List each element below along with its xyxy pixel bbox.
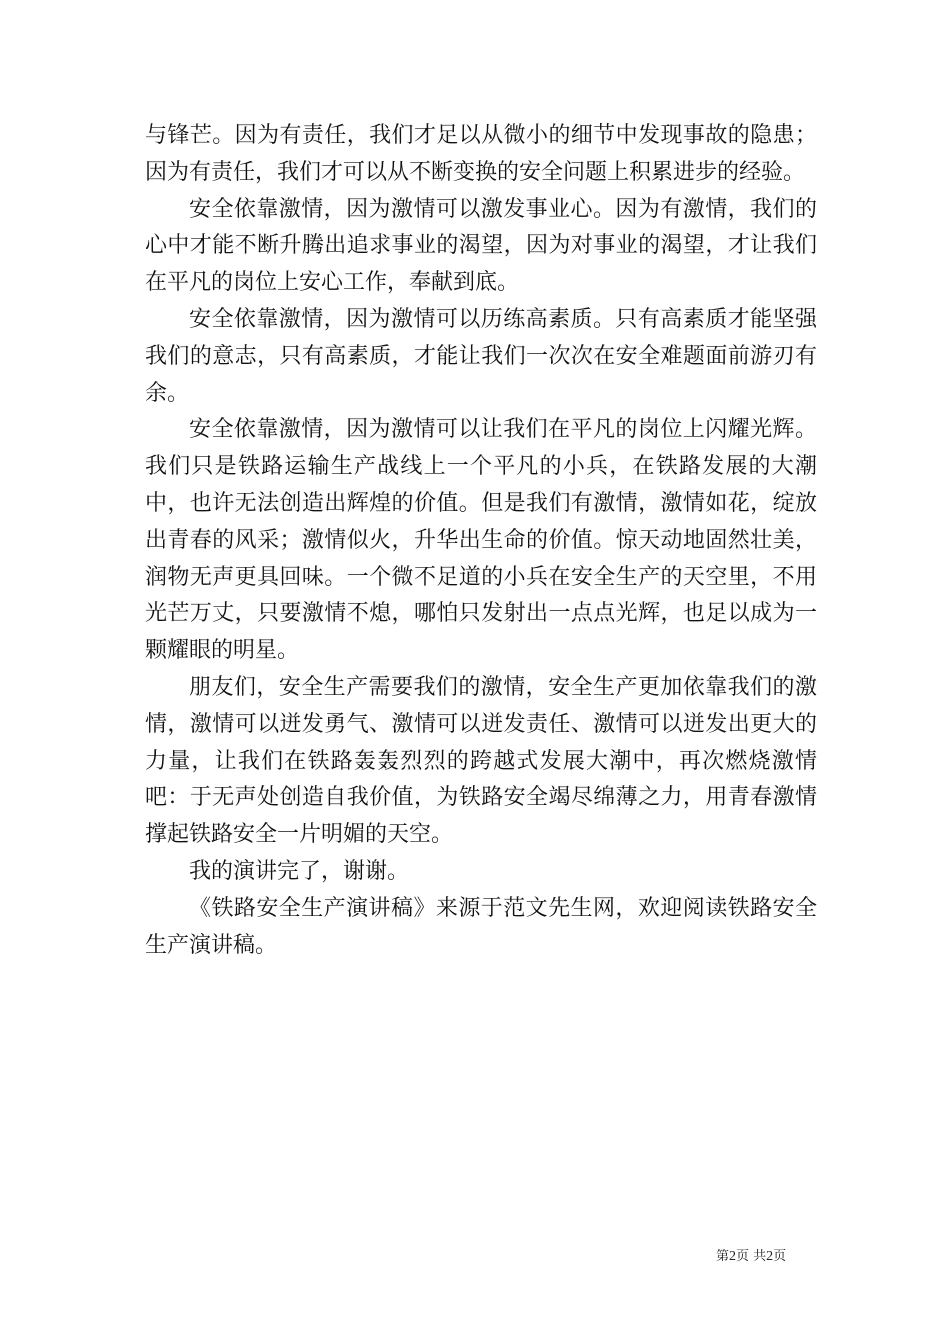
document-body (145, 118, 817, 964)
footer-prefix: 第 (716, 1249, 730, 1264)
footer-suffix: 页 (773, 1249, 787, 1264)
footer-total-pages: 2 (766, 1249, 774, 1264)
paragraph-2: 安全依靠激情，因为激情可以激发事业心。因为有激情，我们的心中才能不断升腾出追求事业的渴望，因为对事业的渴望，才让我们在平凡的岗位上安心工作，奉献到底。 (145, 196, 817, 296)
paragraph-4: 安全依靠激情，因为激情可以让我们在平凡的岗位上闪耀光辉。我们只是铁路运输生产战线上一个平凡的小兵，在铁路发展的大潮中，也许无法创造出辉煌的价值。但是我们有激情，激情如花，绽放出青春的风采；激情似火，升华出生命的价值。惊天动地固然壮美，润物无声更具回味。一个微不足道的小兵在安全生产的天空里，不用光芒万丈，只要激情不熄，哪怕只发射出一点点光辉，也足以成为一颗耀眼的明星。 (145, 417, 817, 664)
paragraph-1: 与锋芒。因为有责任，我们才足以从微小的细节中发现事故的隐患；因为有责任，我们才可以从不断变换的安全问题上积累进步的经验。 (145, 123, 817, 185)
footer-current-page: 2 (729, 1249, 737, 1264)
paragraph-7: 《铁路安全生产演讲稿》来源于范文先生网，欢迎阅读铁路安全生产演讲稿。 (145, 895, 817, 958)
footer-middle: 页 共 (736, 1249, 767, 1264)
paragraph-3: 安全依靠激情，因为激情可以历练高素质。只有高素质才能坚强我们的意志，只有高素质，才能让我们一次次在安全难题面前游刃有余。 (145, 306, 817, 406)
page-number-footer (716, 1248, 826, 1266)
paragraph-6: 我的演讲完了，谢谢。 (189, 858, 410, 884)
paragraph-5: 朋友们，安全生产需要我们的激情，安全生产更加依靠我们的激情，激情可以迸发勇气、激情可以迸发责任、激情可以迸发出更大的力量，让我们在铁路轰轰烈烈的跨越式发展大潮中，再次燃烧激情吧：于无声处创造自我价值，为铁路安全竭尽绵薄之力，用青春激情撑起铁路安全一片明媚的天空。 (145, 674, 817, 848)
